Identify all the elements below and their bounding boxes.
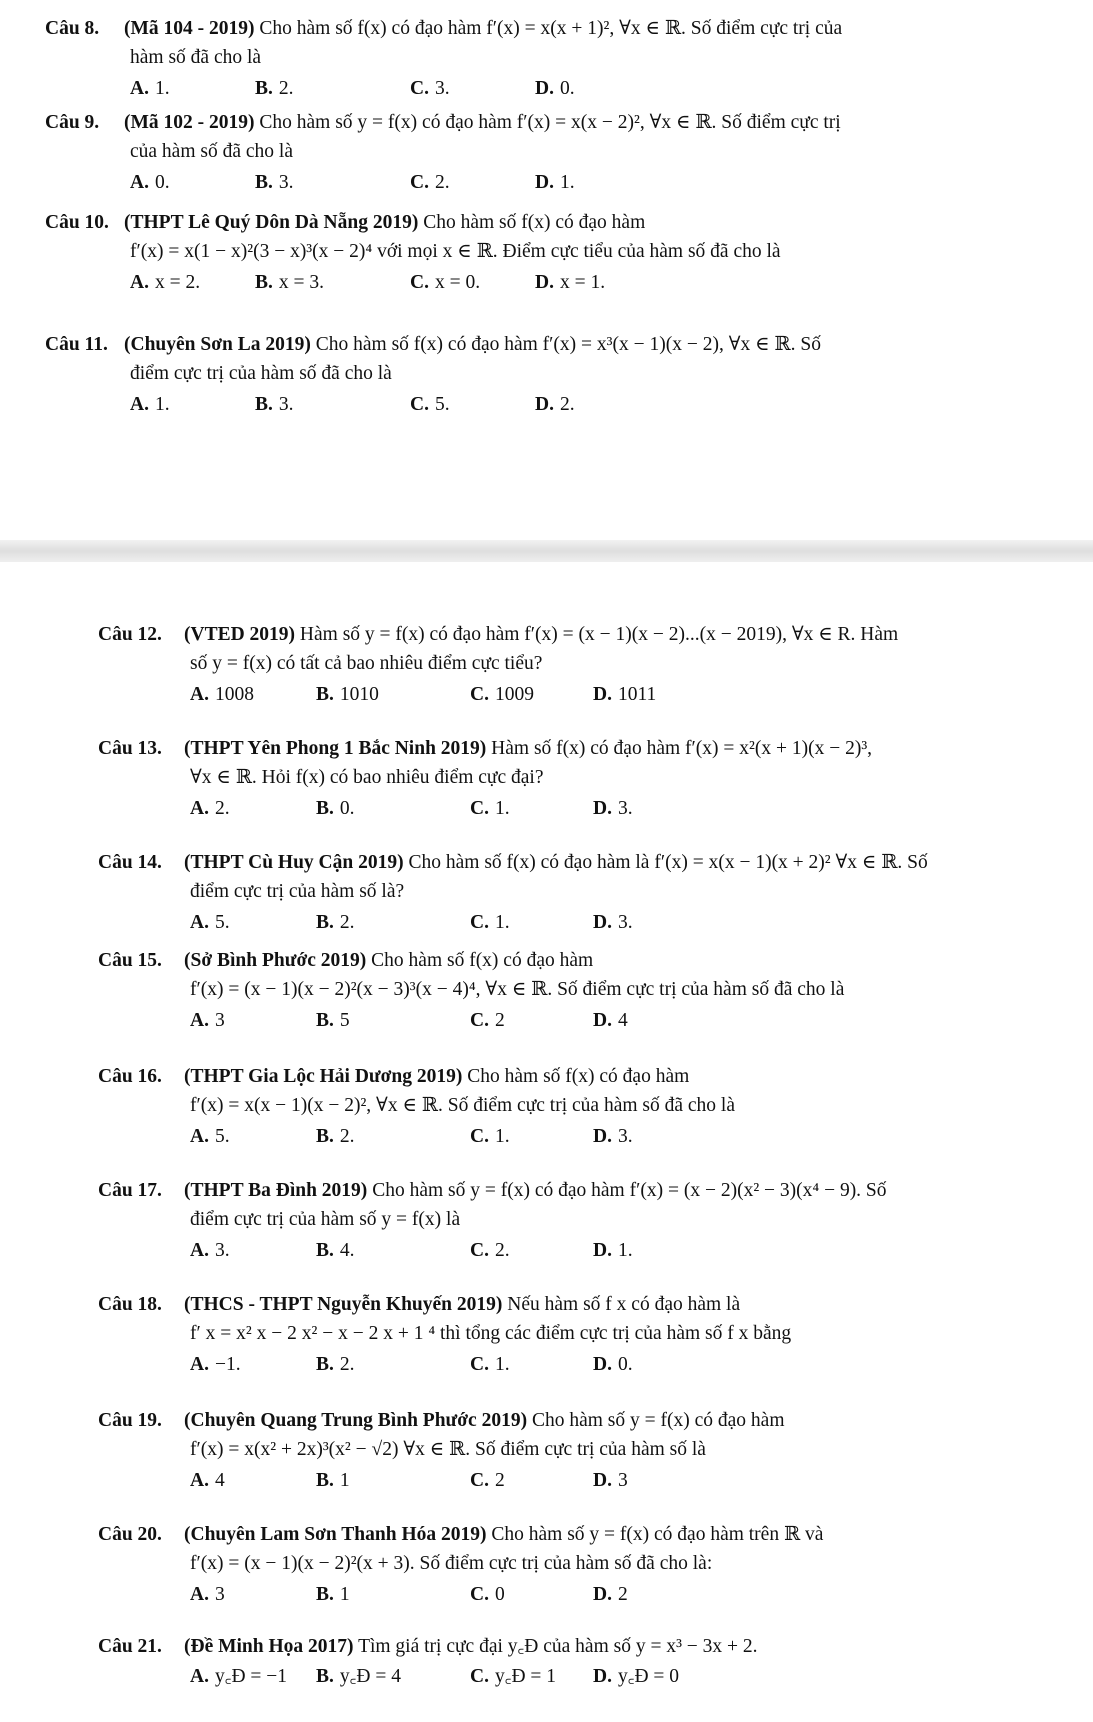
- answer-option-d[interactable]: [593, 1662, 679, 1691]
- answer-options: [98, 1350, 1053, 1380]
- option-label: D.: [593, 911, 612, 933]
- question-continuation: f′ x = x² x − 2 x² − x − 2 x + 1 ⁴ thì tổng các điểm cực trị của hàm số f x bằng: [190, 1323, 792, 1345]
- option-label: C.: [470, 1583, 489, 1605]
- option-text: 3: [214, 1009, 225, 1031]
- question-17: [98, 1176, 1053, 1266]
- answer-options: [98, 794, 1053, 824]
- option-text: y꜀Đ = 1: [494, 1666, 557, 1688]
- question-continuation: f′(x) = x(1 − x)²(3 − x)³(x − 2)⁴ với mọi x ∈ ℝ. Điểm cực tiểu của hàm số đã cho là: [130, 241, 781, 263]
- answer-option-b[interactable]: [316, 1006, 350, 1035]
- option-label: D.: [593, 1239, 612, 1261]
- answer-option-b[interactable]: [316, 908, 355, 937]
- option-text: 3.: [617, 1125, 633, 1147]
- question-source: (THPT Ba Đình 2019): [184, 1180, 368, 1201]
- answer-option-c[interactable]: [470, 1466, 505, 1495]
- option-label: A.: [190, 1239, 209, 1261]
- option-label: B.: [316, 1583, 334, 1605]
- option-text: 2.: [339, 1353, 355, 1375]
- option-text: −1.: [214, 1353, 241, 1375]
- question-number: Câu 18.: [98, 1294, 162, 1315]
- question-stem: Cho hàm số f(x) có đạo hàm f′(x) = x(x + 1)², ∀x ∈ ℝ. Số điểm cực trị của: [259, 18, 843, 39]
- option-label: B.: [255, 171, 273, 193]
- option-text: x = 0.: [434, 271, 481, 293]
- question-continuation: f′(x) = x(x² + 2x)³(x² − √2) ∀x ∈ ℝ. Số điểm cực trị của hàm số là: [190, 1439, 706, 1461]
- option-text: x = 1.: [559, 271, 606, 293]
- answer-option-a[interactable]: [190, 794, 230, 823]
- question-stem: Tìm giá trị cực đại y꜀Đ của hàm số y = x³ − 3x + 2.: [358, 1636, 758, 1657]
- question-number: Câu 20.: [98, 1524, 162, 1545]
- answer-option-b[interactable]: [316, 1466, 350, 1495]
- answer-option-c[interactable]: [470, 1350, 510, 1379]
- option-text: 3: [214, 1583, 225, 1605]
- question-stem: Cho hàm số f(x) có đạo hàm: [423, 212, 646, 233]
- option-text: 0.: [154, 171, 170, 193]
- option-label: B.: [255, 271, 273, 293]
- option-label: C.: [470, 911, 489, 933]
- option-text: 4: [214, 1469, 225, 1491]
- answer-option-d[interactable]: [593, 1580, 628, 1609]
- answer-options: [98, 1662, 1053, 1692]
- option-label: B.: [316, 1009, 334, 1031]
- option-text: 2.: [214, 797, 230, 819]
- option-text: 0.: [559, 77, 575, 99]
- option-label: D.: [535, 77, 554, 99]
- option-label: D.: [593, 1583, 612, 1605]
- question-source: (Chuyên Lam Sơn Thanh Hóa 2019): [184, 1524, 487, 1545]
- option-text: 1.: [494, 797, 510, 819]
- question-continuation: của hàm số đã cho là: [130, 141, 293, 163]
- answer-options: [98, 1580, 1053, 1610]
- answer-option-b[interactable]: [255, 168, 294, 197]
- question-continuation: ∀x ∈ ℝ. Hỏi f(x) có bao nhiêu điểm cực đại?: [190, 767, 544, 789]
- question-source: (VTED 2019): [184, 624, 296, 645]
- option-label: A.: [190, 1353, 209, 1375]
- answer-option-b[interactable]: [316, 1662, 401, 1691]
- question-stem: Cho hàm số f(x) có đạo hàm: [467, 1066, 690, 1087]
- answer-option-a[interactable]: [130, 268, 200, 297]
- option-text: 5.: [214, 911, 230, 933]
- option-text: y꜀Đ = 0: [617, 1666, 680, 1688]
- answer-option-c[interactable]: [470, 908, 510, 937]
- option-label: B.: [316, 797, 334, 819]
- option-label: D.: [593, 1009, 612, 1031]
- question-14: [98, 848, 1053, 938]
- answer-option-d[interactable]: [593, 794, 633, 823]
- question-number: Câu 17.: [98, 1180, 162, 1201]
- answer-option-a[interactable]: [190, 1580, 225, 1609]
- question-source: (Mã 102 - 2019): [124, 112, 255, 133]
- option-text: 1.: [154, 393, 170, 415]
- page-separator: [0, 540, 1093, 562]
- answer-options: [98, 1236, 1053, 1266]
- option-label: A.: [130, 77, 149, 99]
- option-label: A.: [190, 797, 209, 819]
- option-label: B.: [316, 1239, 334, 1261]
- option-label: A.: [130, 393, 149, 415]
- option-text: 0: [494, 1583, 505, 1605]
- answer-option-c[interactable]: [410, 168, 450, 197]
- answer-option-c[interactable]: [470, 1580, 505, 1609]
- question-18: [98, 1290, 1053, 1380]
- answer-options: [45, 168, 1055, 198]
- option-label: B.: [255, 393, 273, 415]
- option-text: 1.: [494, 1353, 510, 1375]
- question-source: (THPT Lê Quý Dôn Dà Nẵng 2019): [124, 212, 419, 233]
- question-source: (Chuyên Quang Trung Bình Phước 2019): [184, 1410, 528, 1431]
- answer-option-b[interactable]: [255, 390, 294, 419]
- answer-option-a[interactable]: [190, 1466, 225, 1495]
- option-label: D.: [593, 1469, 612, 1491]
- answer-option-c[interactable]: [410, 74, 450, 103]
- option-label: B.: [316, 683, 334, 705]
- option-label: A.: [190, 1469, 209, 1491]
- option-label: C.: [470, 683, 489, 705]
- option-label: B.: [316, 1666, 334, 1688]
- answer-option-d[interactable]: [593, 908, 633, 937]
- option-text: 1.: [154, 77, 170, 99]
- option-text: 1011: [617, 683, 657, 705]
- option-label: C.: [470, 1239, 489, 1261]
- option-label: A.: [190, 911, 209, 933]
- answer-option-d[interactable]: [535, 268, 605, 297]
- answer-options: [45, 390, 1055, 420]
- option-label: D.: [535, 393, 554, 415]
- question-13: [98, 734, 1053, 824]
- option-text: 2.: [339, 1125, 355, 1147]
- option-label: C.: [470, 1125, 489, 1147]
- question-10: [45, 208, 1055, 298]
- option-label: A.: [130, 171, 149, 193]
- option-label: B.: [316, 1469, 334, 1491]
- question-source: (THPT Yên Phong 1 Bắc Ninh 2019): [184, 738, 487, 759]
- option-label: D.: [593, 683, 612, 705]
- answer-options: [98, 1006, 1053, 1036]
- option-label: B.: [316, 1125, 334, 1147]
- answer-option-c[interactable]: [470, 1006, 505, 1035]
- option-text: 3: [617, 1469, 628, 1491]
- answer-option-a[interactable]: [190, 1006, 225, 1035]
- question-continuation: hàm số đã cho là: [130, 47, 262, 69]
- question-19: [98, 1406, 1053, 1496]
- answer-option-a[interactable]: [190, 908, 230, 937]
- question-stem: Cho hàm số y = f(x) có đạo hàm: [531, 1410, 785, 1431]
- answer-options: [98, 680, 1053, 710]
- question-stem: Nếu hàm số f x có đạo hàm là: [507, 1294, 741, 1315]
- option-text: x = 2.: [154, 271, 201, 293]
- option-text: 1010: [339, 683, 379, 705]
- option-text: y꜀Đ = 4: [339, 1666, 401, 1688]
- answer-option-a[interactable]: [130, 74, 170, 103]
- answer-option-d[interactable]: [535, 168, 575, 197]
- question-number: Câu 8.: [45, 18, 100, 39]
- option-text: 0.: [617, 1353, 633, 1375]
- answer-option-b[interactable]: [316, 1350, 355, 1379]
- question-12: [98, 620, 1053, 710]
- answer-option-d[interactable]: [593, 680, 656, 709]
- option-label: C.: [410, 271, 429, 293]
- option-text: 3.: [278, 393, 294, 415]
- option-text: 0.: [339, 797, 355, 819]
- question-number: Câu 12.: [98, 624, 162, 645]
- option-text: 1.: [617, 1239, 633, 1261]
- answer-option-b[interactable]: [255, 74, 294, 103]
- option-label: A.: [190, 1125, 209, 1147]
- question-20: [98, 1520, 1053, 1610]
- answer-option-b[interactable]: [316, 680, 379, 709]
- answer-option-c[interactable]: [470, 680, 534, 709]
- option-text: 2.: [434, 171, 450, 193]
- option-label: C.: [470, 1009, 489, 1031]
- option-label: A.: [190, 1009, 209, 1031]
- answer-option-d[interactable]: [593, 1006, 628, 1035]
- answer-option-a[interactable]: [190, 1662, 287, 1691]
- answer-option-c[interactable]: [470, 1122, 510, 1151]
- answer-option-d[interactable]: [593, 1236, 633, 1265]
- option-text: 1: [339, 1583, 350, 1605]
- question-number: Câu 11.: [45, 334, 108, 355]
- option-label: A.: [130, 271, 149, 293]
- question-continuation: số y = f(x) có tất cả bao nhiêu điểm cực tiểu?: [190, 653, 543, 675]
- answer-options: [98, 908, 1053, 938]
- option-text: 2.: [278, 77, 294, 99]
- question-15: [98, 946, 1053, 1036]
- option-label: D.: [535, 171, 554, 193]
- answer-option-c[interactable]: [470, 794, 510, 823]
- option-text: 4: [617, 1009, 628, 1031]
- answer-option-a[interactable]: [190, 1236, 230, 1265]
- question-stem: Cho hàm số f(x) có đạo hàm là f′(x) = x(x − 1)(x + 2)² ∀x ∈ ℝ. Số: [408, 852, 928, 873]
- answer-option-b[interactable]: [316, 794, 355, 823]
- answer-option-d[interactable]: [535, 390, 575, 419]
- answer-options: [98, 1466, 1053, 1496]
- question-number: Câu 16.: [98, 1066, 162, 1087]
- question-number: Câu 15.: [98, 950, 162, 971]
- option-label: D.: [593, 1125, 612, 1147]
- question-source: (THPT Gia Lộc Hải Dương 2019): [184, 1066, 463, 1087]
- answer-option-a[interactable]: [190, 680, 254, 709]
- option-text: 1.: [494, 1125, 510, 1147]
- question-number: Câu 13.: [98, 738, 162, 759]
- option-label: D.: [535, 271, 554, 293]
- answer-option-d[interactable]: [535, 74, 575, 103]
- question-stem: Hàm số y = f(x) có đạo hàm f′(x) = (x − 1)(x − 2)...(x − 2019), ∀x ∈ R. Hàm: [299, 624, 899, 645]
- option-text: 1: [339, 1469, 350, 1491]
- option-label: B.: [316, 911, 334, 933]
- question-stem: Cho hàm số y = f(x) có đạo hàm f′(x) = (x − 2)(x² − 3)(x⁴ − 9). Số: [372, 1180, 887, 1201]
- answer-option-b[interactable]: [316, 1580, 350, 1609]
- question-continuation: điểm cực trị của hàm số đã cho là: [130, 363, 392, 385]
- option-label: C.: [410, 77, 429, 99]
- question-8: [45, 14, 1055, 104]
- question-11: [45, 330, 1055, 420]
- question-stem: Cho hàm số f(x) có đạo hàm: [371, 950, 594, 971]
- question-stem: Cho hàm số y = f(x) có đạo hàm trên ℝ và: [491, 1524, 824, 1545]
- option-label: A.: [190, 1666, 209, 1688]
- question-number: Câu 19.: [98, 1410, 162, 1431]
- question-source: (Sở Bình Phước 2019): [184, 950, 367, 971]
- option-text: 1008: [214, 683, 254, 705]
- answer-option-a[interactable]: [130, 168, 170, 197]
- option-text: 1009: [494, 683, 534, 705]
- option-label: A.: [190, 1583, 209, 1605]
- option-text: 5: [339, 1009, 350, 1031]
- answer-options: [45, 268, 1055, 298]
- option-text: 5.: [214, 1125, 230, 1147]
- answer-option-a[interactable]: [130, 390, 170, 419]
- question-number: Câu 14.: [98, 852, 162, 873]
- answer-option-d[interactable]: [593, 1122, 633, 1151]
- option-label: D.: [593, 797, 612, 819]
- answer-option-c[interactable]: [410, 268, 480, 297]
- option-label: D.: [593, 1353, 612, 1375]
- question-continuation: điểm cực trị của hàm số là?: [190, 881, 405, 903]
- option-text: 4.: [339, 1239, 355, 1261]
- answer-option-c[interactable]: [470, 1236, 510, 1265]
- option-label: C.: [410, 393, 429, 415]
- question-number: Câu 10.: [45, 212, 109, 233]
- question-source: (THPT Cù Huy Cận 2019): [184, 852, 404, 873]
- answer-options: [98, 1122, 1053, 1152]
- question-number: Câu 9.: [45, 112, 100, 133]
- answer-option-b[interactable]: [255, 268, 324, 297]
- option-label: C.: [470, 1353, 489, 1375]
- option-label: C.: [470, 1666, 489, 1688]
- option-text: 1.: [494, 911, 510, 933]
- option-label: C.: [470, 797, 489, 819]
- option-label: A.: [190, 683, 209, 705]
- option-label: B.: [316, 1353, 334, 1375]
- question-21: [98, 1632, 1053, 1692]
- option-text: 2: [494, 1469, 505, 1491]
- option-label: D.: [593, 1666, 612, 1688]
- question-continuation: f′(x) = x(x − 1)(x − 2)², ∀x ∈ ℝ. Số điểm cực trị của hàm số đã cho là: [190, 1095, 735, 1117]
- answer-options: [45, 74, 1055, 104]
- option-label: C.: [410, 171, 429, 193]
- question-continuation: f′(x) = (x − 1)(x − 2)²(x − 3)³(x − 4)⁴, ∀x ∈ ℝ. Số điểm cực trị của hàm số đã cho là: [190, 979, 845, 1001]
- question-continuation: f′(x) = (x − 1)(x − 2)²(x + 3). Số điểm cực trị của hàm số đã cho là:: [190, 1553, 713, 1575]
- question-9: [45, 108, 1055, 198]
- answer-option-d[interactable]: [593, 1350, 633, 1379]
- question-stem: Cho hàm số y = f(x) có đạo hàm f′(x) = x(x − 2)², ∀x ∈ ℝ. Số điểm cực trị: [259, 112, 841, 133]
- option-text: 5.: [434, 393, 450, 415]
- option-text: y꜀Đ = −1: [214, 1666, 288, 1688]
- answer-option-c[interactable]: [410, 390, 450, 419]
- option-label: C.: [470, 1469, 489, 1491]
- answer-option-d[interactable]: [593, 1466, 628, 1495]
- question-source: (Đề Minh Họa 2017): [184, 1636, 354, 1657]
- answer-option-b[interactable]: [316, 1122, 355, 1151]
- option-text: 2: [494, 1009, 505, 1031]
- question-source: (Mã 104 - 2019): [124, 18, 255, 39]
- question-source: (Chuyên Sơn La 2019): [124, 334, 311, 355]
- question-number: Câu 21.: [98, 1636, 162, 1657]
- option-text: 3.: [278, 171, 294, 193]
- answer-option-b[interactable]: [316, 1236, 355, 1265]
- option-text: 1.: [559, 171, 575, 193]
- question-16: [98, 1062, 1053, 1152]
- option-text: 3.: [214, 1239, 230, 1261]
- option-label: B.: [255, 77, 273, 99]
- option-text: x = 3.: [278, 271, 325, 293]
- option-text: 3.: [617, 911, 633, 933]
- question-source: (THCS - THPT Nguyễn Khuyến 2019): [184, 1294, 503, 1315]
- question-stem: Hàm số f(x) có đạo hàm f′(x) = x²(x + 1)(x − 2)³,: [491, 738, 873, 759]
- option-text: 2.: [559, 393, 575, 415]
- answer-option-c[interactable]: [470, 1662, 556, 1691]
- option-text: 2.: [494, 1239, 510, 1261]
- option-text: 2: [617, 1583, 628, 1605]
- question-continuation: điểm cực trị của hàm số y = f(x) là: [190, 1209, 461, 1231]
- option-text: 2.: [339, 911, 355, 933]
- option-text: 3.: [617, 797, 633, 819]
- question-stem: Cho hàm số f(x) có đạo hàm f′(x) = x³(x − 1)(x − 2), ∀x ∈ ℝ. Số: [315, 334, 821, 355]
- option-text: 3.: [434, 77, 450, 99]
- answer-option-a[interactable]: [190, 1122, 230, 1151]
- answer-option-a[interactable]: [190, 1350, 241, 1379]
